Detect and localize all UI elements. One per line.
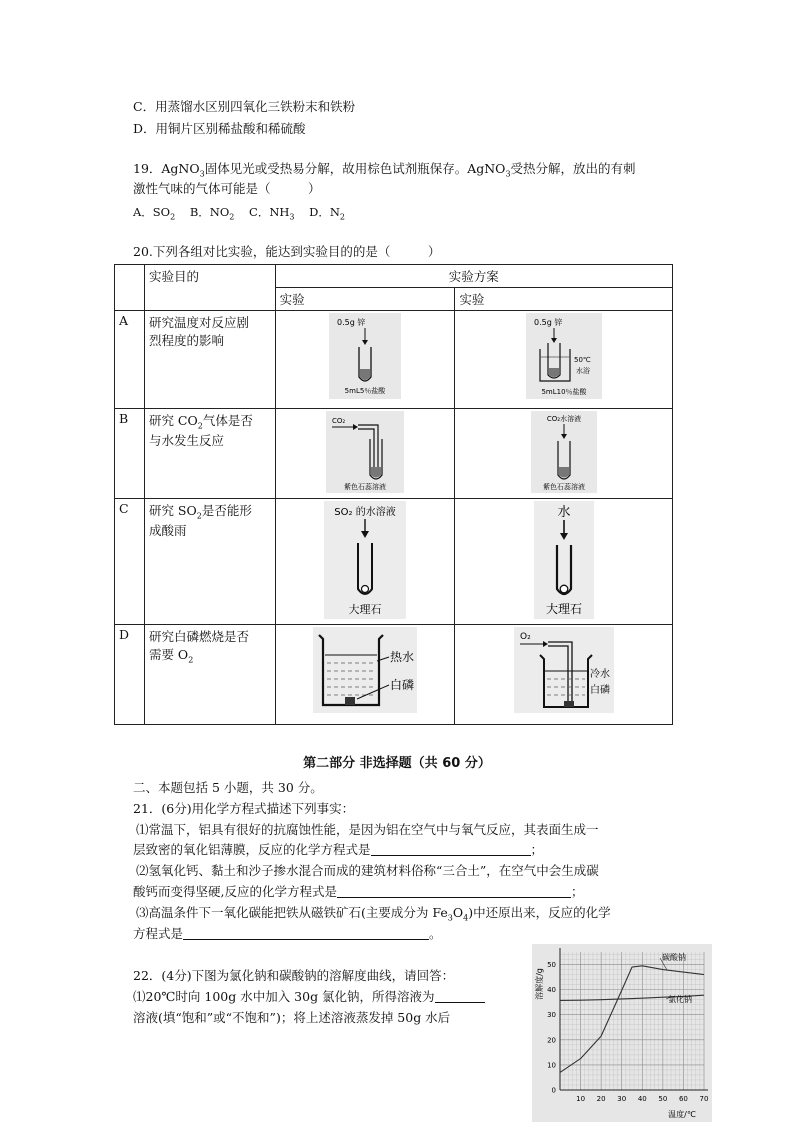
fig-d2-label1: 冷水 [589, 669, 610, 680]
q19-option-c: C．NH [249, 205, 290, 219]
q21-answer-blank-2[interactable] [337, 884, 571, 898]
row-b-purpose-line2: 与水发生反应 [148, 432, 224, 448]
row-c-purpose-part1: 研究 SO [148, 503, 197, 518]
row-c-purpose-line2: 成酸雨 [148, 522, 187, 538]
row-b-purpose-part1: 研究 CO [148, 413, 198, 428]
header-exp2: 实验 [455, 288, 673, 311]
fig-a1-bottom-label: 5mL5％盐酸 [344, 387, 386, 395]
fig-a2-bath-label: 水浴 [575, 367, 590, 375]
row-d-purpose-line1: 研究白磷燃烧是否 [148, 629, 249, 644]
fig-b2-bottom-label: 紫色石蕊溶液 [542, 483, 585, 491]
fig-c1-top-label: SO₂ 的水溶液 [334, 507, 396, 518]
q21-answer-blank-3[interactable] [183, 926, 429, 940]
fig-a2-water-bath [526, 313, 602, 399]
fig-a1-top-label: 0.5g 锌 [336, 318, 366, 327]
row-d-purpose-part2: 需要 O [148, 647, 189, 662]
fig-a2-temp-label: 50℃ [573, 356, 591, 364]
fig-c1-marble-tube [324, 501, 406, 619]
row-id-c: C [115, 499, 145, 625]
fig-c1-bottom-label: 大理石 [348, 603, 382, 616]
x-tick-label: 70 [699, 1095, 709, 1103]
part2-title: 第二部分 非选择题（共 60 分） [303, 756, 491, 771]
q22-p1-text: ⑴20℃时向 100g 水中加入 30g 氯化钠，所得溶液为 [133, 989, 435, 1004]
fig-c2-top-label: 水 [557, 505, 571, 520]
fig-a2-top-label: 0.5g 锌 [533, 318, 563, 327]
fig-c2-cell [455, 499, 673, 625]
q21-p3-text3: )中还原出来，反应的化学 [468, 905, 611, 920]
header-purpose: 实验目的 [144, 265, 275, 311]
fig-a2-cell [455, 311, 673, 409]
row-a-purpose-line1: 研究温度对反应剧 [148, 315, 249, 330]
q21-p3-text1: ⑶高温条件下一氧化碳能把铁从磁铁矿石(主要成分为 Fe [136, 905, 448, 920]
fig-d1-cell [275, 625, 455, 725]
q21-p3-line2-text: 方程式是 [133, 926, 184, 941]
q21-p1-line2-end: ； [530, 842, 544, 857]
row-purpose-b [144, 409, 275, 499]
q18-option-d: D．用铜片区别稀盐酸和稀硫酸 [133, 121, 306, 136]
row-purpose-a [144, 311, 275, 409]
solubility-chart [532, 944, 712, 1122]
q19-stem-line1: 19．AgNO$_3$固体见光或受热易分解，故用棕色试剂瓶保存。AgNO$_3$受热分解，放出的有刺 [133, 161, 636, 179]
q21-p1-line2 [133, 841, 543, 859]
fig-d1-label2: 白磷 [389, 678, 414, 692]
q19-option-b: B．NO [189, 205, 230, 219]
q22-p1-line2: 溶液(填“饱和”或“不饱和”)；将上述溶液蒸发掉 50g 水后 [133, 1010, 451, 1025]
q21-p1-line1: ⑴常温下，铝具有很好的抗腐蚀性能，是因为铝在空气中与氧气反应，其表面生成一 [136, 822, 599, 837]
q20-experiment-table [114, 264, 673, 725]
q21-p1-line2-text: 层致密的氧化铝薄膜，反应的化学方程式是 [133, 842, 371, 857]
y-tick-label: 0 [551, 1086, 556, 1095]
row-id-d: D [115, 625, 145, 725]
q19-stem-line2: 激性气味的气体可能是（ ） [133, 181, 321, 196]
fig-c2-bottom-label: 大理石 [545, 602, 582, 616]
y-tick-label: 30 [547, 1011, 556, 1020]
y-tick-label: 10 [547, 1061, 556, 1070]
q21-p2-line2 [133, 883, 584, 901]
y-tick-label: 50 [547, 961, 556, 970]
fig-b2-cell [455, 409, 673, 499]
q21-p2-line2-text: 酸钙而变得坚硬,反应的化学方程式是 [133, 884, 337, 899]
q19-stem-part3: 受热分解，放出的有刺 [510, 161, 636, 176]
fig-a1-test-tube [329, 313, 401, 399]
q21-p3-line1: ⑶高温条件下一氧化碳能把铁从磁铁矿石(主要成分为 $Fe_3O_4$)中还原出来，反应的化学 [136, 905, 611, 923]
q21-p3-text2: O [452, 905, 464, 920]
q21-p2-line2-end: ； [570, 884, 584, 899]
row-c-purpose-part2: 是否能形 [201, 503, 252, 518]
q19-option-a: A．SO [133, 205, 171, 219]
row-b-purpose-line1: 研究 $CO_2$气体是否 [148, 413, 253, 431]
fig-d2-beaker [514, 627, 614, 713]
row-purpose-d [144, 625, 275, 725]
x-tick-label: 10 [576, 1095, 586, 1103]
fig-c1-cell [275, 499, 455, 625]
x-tick-label: 30 [617, 1095, 627, 1103]
fig-d2-top-label: O₂ [519, 632, 531, 642]
legend-sodium-chloride: 氯化钠 [668, 995, 692, 1004]
q22-p1-line1 [133, 988, 485, 1006]
fig-d2-cell [455, 625, 673, 725]
row-purpose-c [144, 499, 275, 625]
fig-b2-solution-tube [531, 411, 597, 493]
q19-stem-part2: 固体见光或受热易分解，故用棕色试剂瓶保存。AgNO [204, 161, 506, 176]
q18-option-c: C．用蒸馏水区别四氧化三铁粉末和铁粉 [133, 99, 356, 114]
fig-b1-bottom-label: 紫色石蕊溶液 [343, 483, 386, 491]
header-plan: 实验方案 [275, 265, 672, 288]
fig-a1-cell [275, 311, 455, 409]
fig-b1-top-label: CO₂ [331, 417, 346, 425]
row-a-purpose-line2: 烈程度的影响 [148, 333, 224, 348]
fig-d1-beaker [313, 627, 417, 713]
header-exp1: 实验 [275, 288, 455, 311]
chart-ylabel: 溶解度/g [535, 968, 544, 1000]
q21-p2-line1: ⑵氢氧化钙、黏土和沙子掺水混合而成的建筑材料俗称“三合土”，在空气中会生成碳 [136, 863, 599, 878]
legend-sodium-carbonate: 碳酸钠 [662, 953, 686, 962]
q20-stem: 20.下列各组对比实验，能达到实验目的的是（ ） [133, 244, 441, 259]
row-d-purpose-line2: 需要 $O_2$ [148, 647, 194, 665]
q22-stem: 22．(4分)下图为氯化钠和碳酸钠的溶解度曲线，请回答： [133, 968, 455, 983]
q19-option-d: D．N [309, 205, 340, 219]
row-id-a: A [115, 311, 145, 409]
chart-xlabel: 温度/℃ [668, 1110, 696, 1119]
q19-stem-part1: 19．AgNO [133, 161, 200, 176]
fig-c2-marble-tube [534, 501, 594, 619]
part2-intro: 二、本题包括 5 小题，共 30 分。 [133, 780, 323, 795]
q21-answer-blank-1[interactable] [371, 842, 531, 856]
fig-b2-top-label: CO₂水溶液 [546, 415, 581, 423]
q21-p3-line2 [133, 925, 442, 943]
fig-d2-label2: 白磷 [589, 685, 610, 696]
q21-stem: 21．(6分)用化学方程式描述下列事实： [133, 801, 355, 816]
x-tick-label: 60 [678, 1095, 688, 1103]
row-id-b: B [115, 409, 145, 499]
q19-options: A．$SO_2$ B．$NO_2$ C．$NH_3$ D．$N_2$ [133, 205, 346, 222]
q21-p3-line2-end: 。 [429, 926, 442, 941]
x-tick-label: 20 [596, 1095, 606, 1103]
row-c-purpose-line1: 研究 $SO_2$是否能形 [148, 503, 252, 521]
q22-answer-blank-1[interactable] [435, 989, 485, 1003]
fig-a2-bottom-label: 5mL10％盐酸 [541, 388, 587, 396]
x-tick-label: 40 [637, 1095, 647, 1103]
y-tick-label: 20 [547, 1036, 556, 1045]
y-tick-label: 40 [547, 986, 556, 995]
header-blank [115, 265, 145, 311]
x-tick-label: 50 [658, 1095, 668, 1103]
fig-b1-cell [275, 409, 455, 499]
fig-d1-label1: 热水 [389, 650, 414, 664]
row-b-purpose-part2: 气体是否 [202, 413, 253, 428]
fig-b1-gas-tube [326, 411, 404, 493]
